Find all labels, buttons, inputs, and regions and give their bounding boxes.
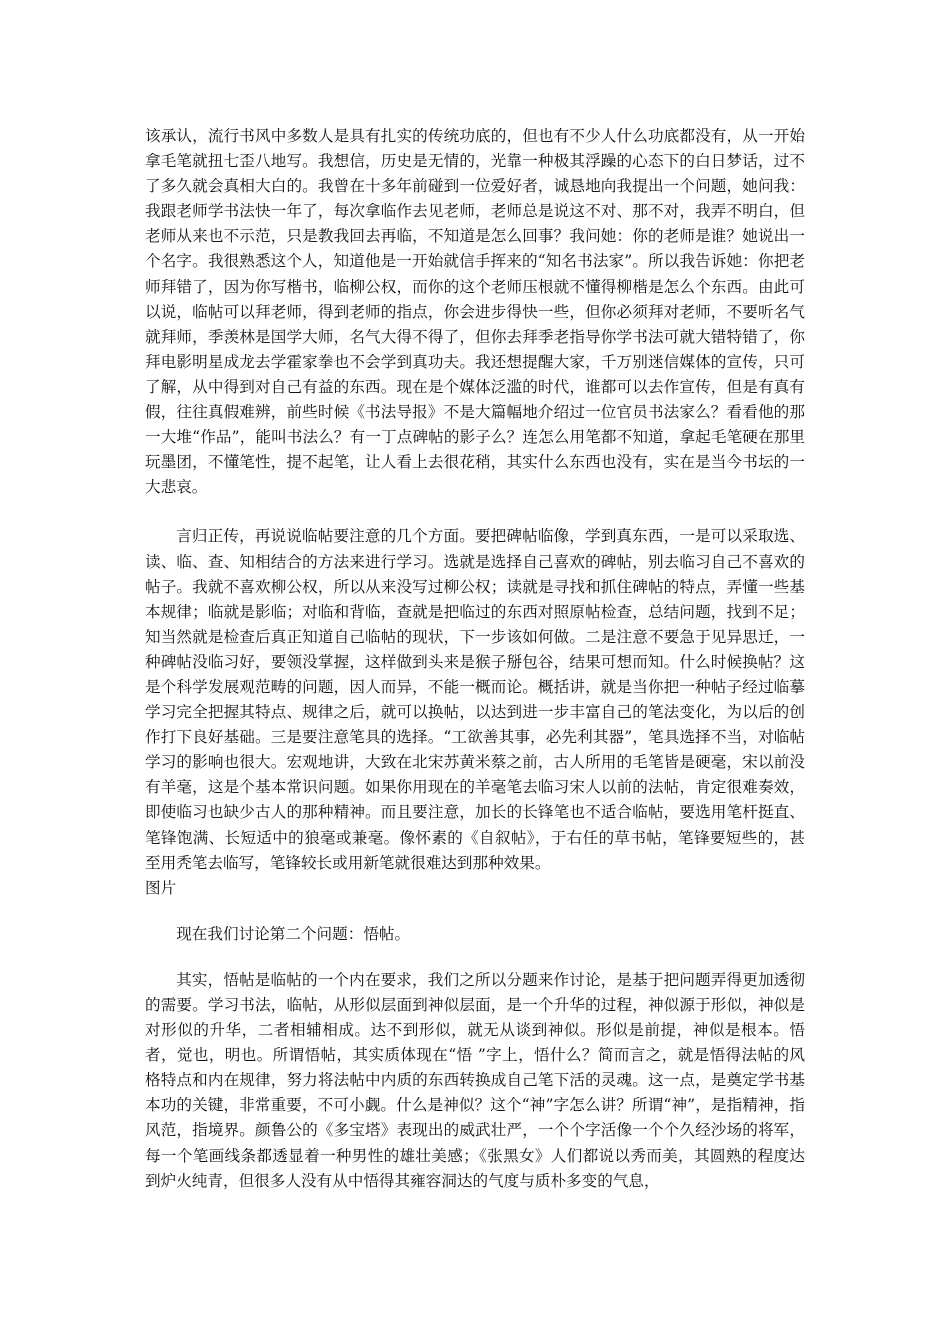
body-paragraph: 该承认，流行书风中多数人是具有扎实的传统功底的，但也有不少人什么功底都没有，从一开始拿毛笔就扭七歪八地写。我想信，历史是无情的，光靠一种极其浮躁的心态下的白日梦话，过不了多久就会真相大白的。我曾在十多年前碰到一位爱好者，诚恳地向我提出一个问题，她问我：我跟老师学书法快一年了，每次拿临作去见老师，老师总是说这不对、那不对，我弄不明白，但老师从来也不示范，只是教我回去再临，不知道是怎么回事？我问她：你的老师是谁？她说出一个名字。我很熟悉这个人，知道他是一开始就信手挥来的“知名书法家”。所以我告诉她：你把老师拜错了，因为你写楷书，临柳公权，而你的这个老师压根就不懂得柳楷是怎么个东西。由此可以说，临帖可以拜老师，得到老师的指点，你会进步得快一些，但你必须拜对老师，不要听名气就拜师，季羡林是国学大师，名气大得不得了，但你去拜季老指导你学书法可就大错特错了，你拜电影明星成龙去学霍家拳也不会学到真功夫。我还想提醒大家，千万别迷信媒体的宣传，只可了解，从中得到对自己有益的东西。现在是个媒体泛滥的时代，谁都可以去作宣传，但是有真有假，往往真假难辨，前些时候《书法导报》不是大篇幅地介绍过一位官员书法家么？看看他的那一大堆“作品”，能叫书法么？有一丁点碑帖的影子么？连怎么用笔都不知道，拿起毛笔硬在那里玩墨团，不懂笔性，提不起笔，让人看上去很花稍，其实什么东西也没有，实在是当今书坛的一大悲哀。: [145, 127, 805, 497]
body-paragraph: 言归正传，再说说临帖要注意的几个方面。要把碑帖临像，学到真东西，一是可以采取选、读、临、查、知相结合的方法来进行学习。选就是选择自己喜欢的碑帖，别去临习自己不喜欢的帖子。我就不喜欢柳公权，所以从来没写过柳公权；读就是寻找和抓住碑帖的特点，弄懂一些基本规律；临就是影临；对临和背临，查就是把临过的东西对照原帖检查，总结问题，找到不足；知当然就是检查后真正知道自己临帖的现状，下一步该如何做。二是注意不要急于见异思迁，一种碑帖没临习好，要领没掌握，这样做到头来是猴子掰包谷，结果可想而知。什么时候换帖？这是个科学发展观范畴的问题，因人而异，不能一概而论。概括讲，就是当你把一种帖子经过临摹学习完全把握其特点、规律之后，就可以换帖，以达到进一步丰富自己的笔法变化，为以后的创作打下良好基础。三是要注意笔具的选择。“工欲善其事，必先利其器”，笔具选择不当，对临帖学习的影响也很大。宏观地讲，大致在北宋苏黄米蔡之前，古人所用的毛笔皆是硬毫，宋以前没有羊毫，这是个基本常识问题。如果你用现在的羊毫笔去临习宋人以前的法帖，肯定很难奏效，即使临习也缺少古人的那种精神。而且要注意，加长的长锋笔也不适合临帖，要选用笔杆挺直、笔锋饱满、长短适中的狼毫或兼毫。像怀素的《自叙帖》，于右任的草书帖，笔锋要短些的，甚至用秃笔去临写，笔锋较长或用新笔就很难达到那种效果。: [145, 527, 805, 872]
image-placeholder-label: 图片: [145, 878, 177, 897]
body-paragraph: 其实，悟帖是临帖的一个内在要求，我们之所以分题来作讨论，是基于把问题弄得更加透彻的需要。学习书法，临帖，从形似层面到神似层面，是一个升华的过程，神似源于形似，神似是对形似的升华，二者相辅相成。达不到形似，就无从谈到神似。形似是前提，神似是根本。悟者，觉也，明也。所谓悟帖，其实质体现在“悟 ”字上，悟什么？简而言之，就是悟得法帖的风格特点和内在规律，努力将法帖中内质的东西转换成自己笔下活的灵魂。这一点，是奠定学书基本功的关键，非常重要，不可小觑。什么是神似？这个“神”字怎么讲？所谓“神”，是指精神，指风范，指境界。颜鲁公的《多宝塔》表现出的威武壮严，一个个字活像一个个久经沙场的将军，每一个笔画线条都透显着一种男性的雄壮美感；《张黑女》人们都说以秀而美，其圆熟的程度达到炉火纯青，但很多人没有从中悟得其雍容洞达的气度与质朴多变的气息，: [145, 970, 805, 1190]
document-page: [145, 124, 805, 1194]
section-heading-paragraph: 现在我们讨论第二个问题：悟帖。: [176, 924, 411, 943]
